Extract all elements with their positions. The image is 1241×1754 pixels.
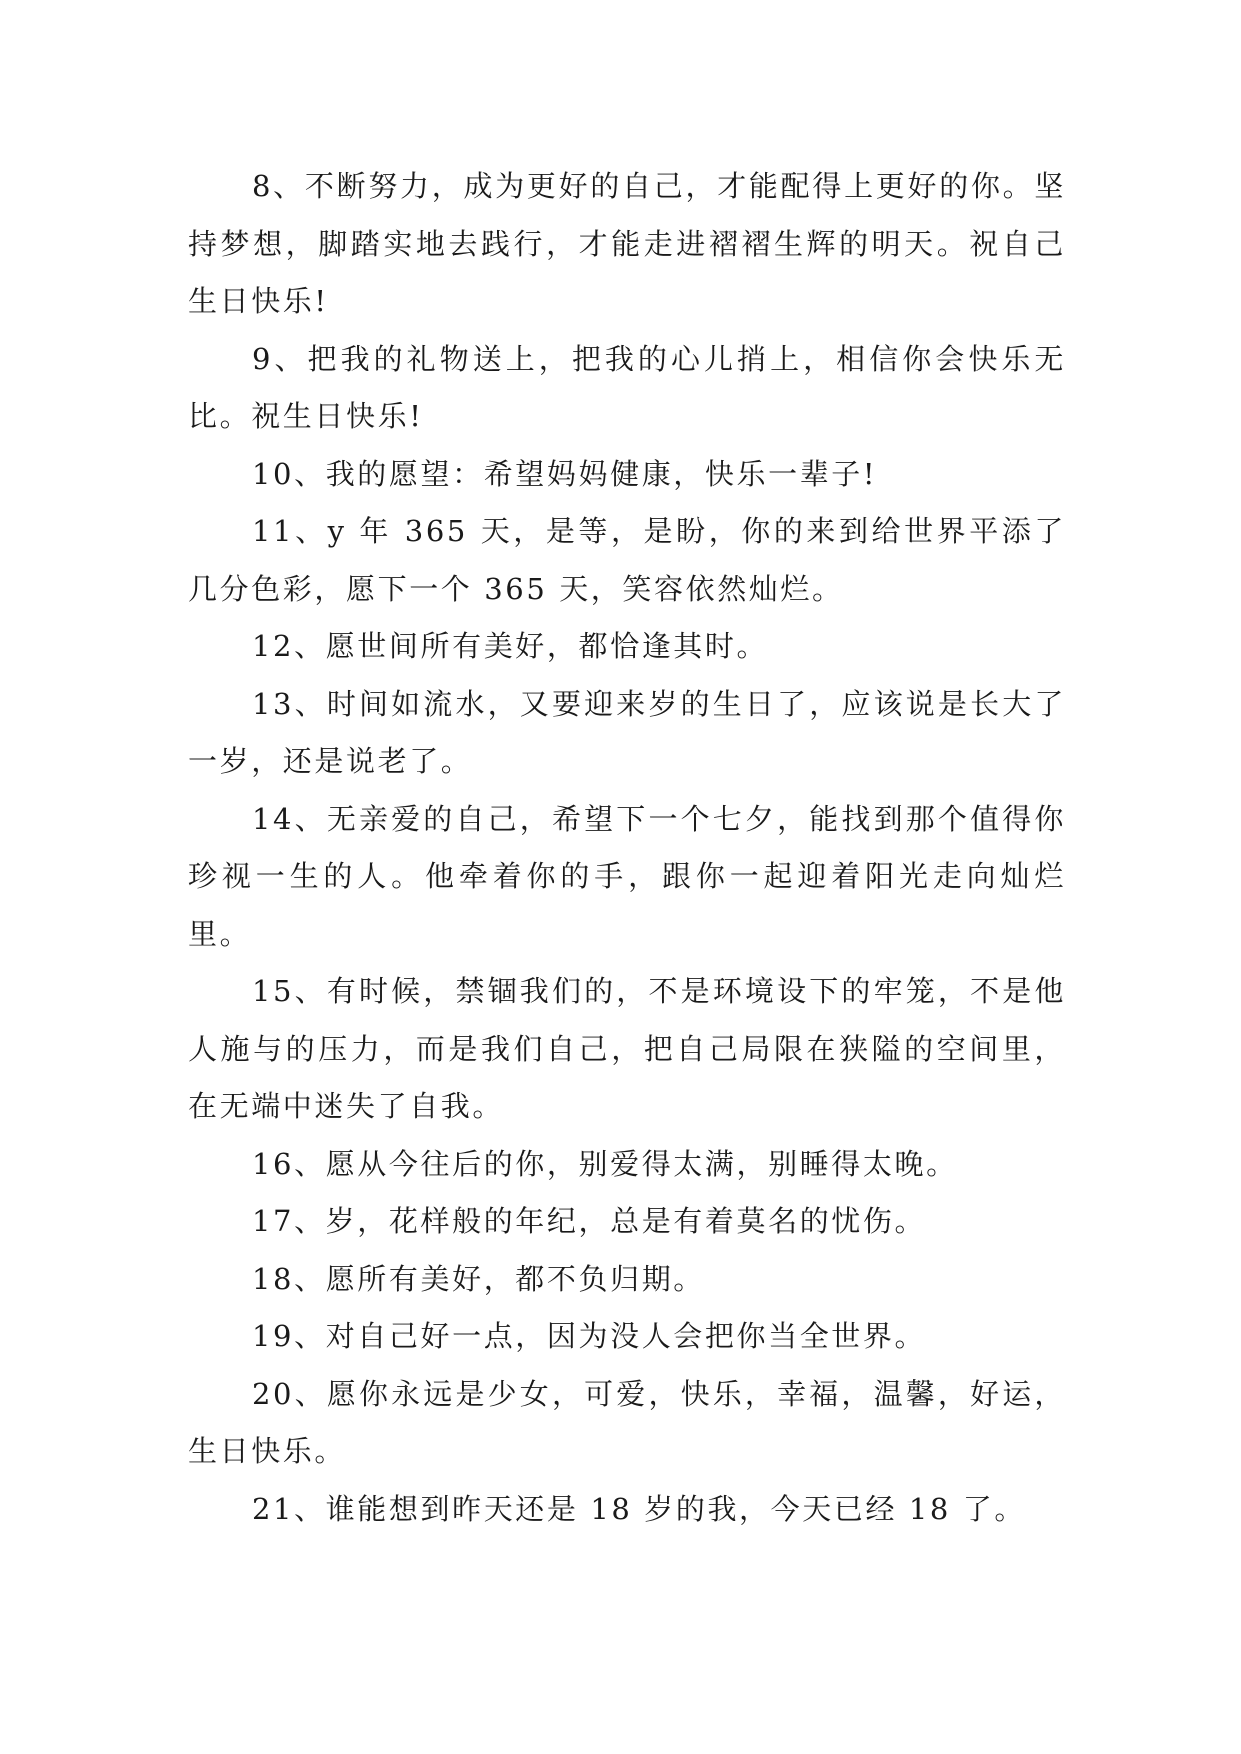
- paragraph-18: 18、愿所有美好，都不负归期。: [252, 1261, 705, 1296]
- paragraph-13: 13、时间如流水，又要迎来岁的生日了，应该说是长大了一岁，还是说老了。: [188, 686, 1066, 778]
- paragraph-9: 9、把我的礼物送上，把我的心儿捎上，相信你会快乐无比。祝生日快乐!: [188, 341, 1066, 433]
- paragraph-19: 19、对自己好一点，因为没人会把你当全世界。: [252, 1319, 927, 1353]
- paragraph-12: 12、愿世间所有美好，都恰逢其时。: [252, 629, 769, 663]
- paragraph-8: 8、不断努力，成为更好的自己，才能配得上更好的你。坚持梦想，脚踏实地去践行，才能走进褶褶生辉的明天。祝自己生日快乐!: [188, 169, 1066, 318]
- document-body: [188, 158, 1066, 1538]
- paragraph-11: 11、y 年 365 天，是等，是盼，你的来到给世界平添了几分色彩，愿下一个 365 天，笑容依然灿烂。: [188, 514, 1066, 606]
- paragraph-17: 17、岁，花样般的年纪，总是有着莫名的忧伤。: [252, 1204, 927, 1238]
- paragraph-14: 14、无亲爱的自己，希望下一个七夕，能找到那个值得你珍视一生的人。他牵着你的手，跟你一起迎着阳光走向灿烂里。: [188, 801, 1066, 951]
- paragraph-21: 21、谁能想到昨天还是 18 岁的我，今天已经 18 了。: [252, 1491, 1026, 1526]
- paragraph-20: 20、愿你永远是少女，可爱，快乐，幸福，温馨，好运，生日快乐。: [188, 1376, 1066, 1468]
- paragraph-16: 16、愿从今往后的你，别爱得太满，别睡得太晚。: [252, 1146, 958, 1181]
- paragraph-10: 10、我的愿望：希望妈妈健康，快乐一辈子!: [252, 456, 878, 491]
- paragraph-15: 15、有时候，禁锢我们的，不是环境设下的牢笼，不是他人施与的压力，而是我们自己，把自己局限在狭隘的空间里，在无端中迷失了自我。: [188, 974, 1066, 1123]
